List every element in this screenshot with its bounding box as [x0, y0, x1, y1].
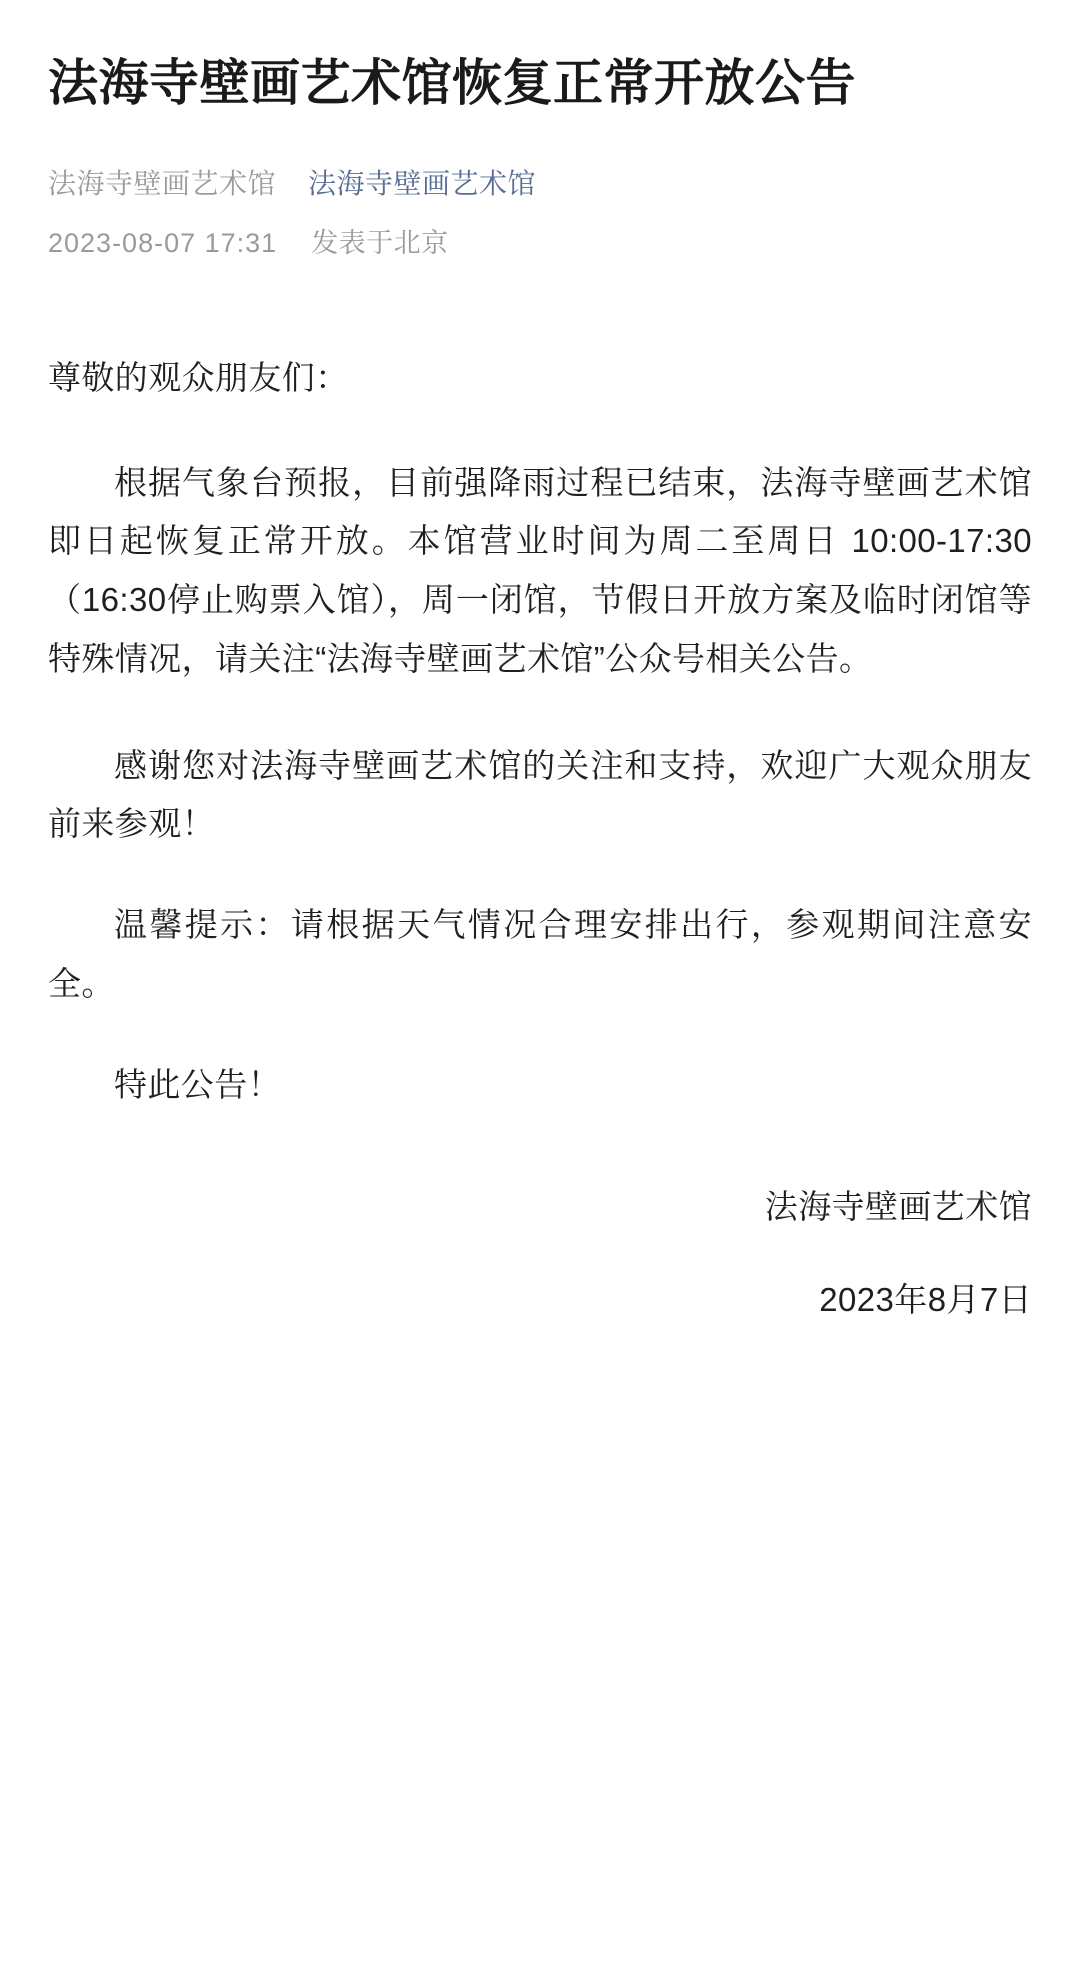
paragraph-closing: 特此公告！ — [114, 1065, 281, 1103]
paragraph-thanks: 感谢您对法海寺壁画艺术馆的关注和支持，欢迎广大观众朋友前来参观！ — [48, 746, 1032, 843]
account-name: 法海寺壁画艺术馆 — [48, 168, 277, 199]
article-meta-account-row — [48, 164, 1032, 203]
publish-datetime: 2023-08-07 17:31 — [48, 228, 278, 259]
page-title: 法海寺壁画艺术馆恢复正常开放公告 — [48, 55, 856, 111]
article-body — [48, 349, 1032, 1330]
publish-location: 发表于北京 — [311, 228, 449, 259]
paragraph-date: 2023年8月7日 — [819, 1281, 1032, 1319]
paragraph-salutation: 尊敬的观众朋友们： — [48, 358, 349, 396]
paragraph-tips: 温馨提示：请根据天气情况合理安排出行，参观期间注意安全。 — [48, 906, 1032, 1002]
paragraph-signature: 法海寺壁画艺术馆 — [764, 1188, 1032, 1226]
paragraph-notice-main: 根据气象台预报，目前强降雨过程已结束，法海寺壁画艺术馆即日起恢复正常开放。本馆营业时间为周二至周日 10:00-17:30（16:30停止购票入馆），周一闭馆，节假日开放方案及临时闭馆等特殊情况，请关注“法海寺壁画艺术馆”公众号相关公告。 — [48, 463, 1032, 677]
article-meta-time-row — [48, 225, 1032, 263]
account-profile-link[interactable]: 法海寺壁画艺术馆 — [308, 168, 537, 199]
